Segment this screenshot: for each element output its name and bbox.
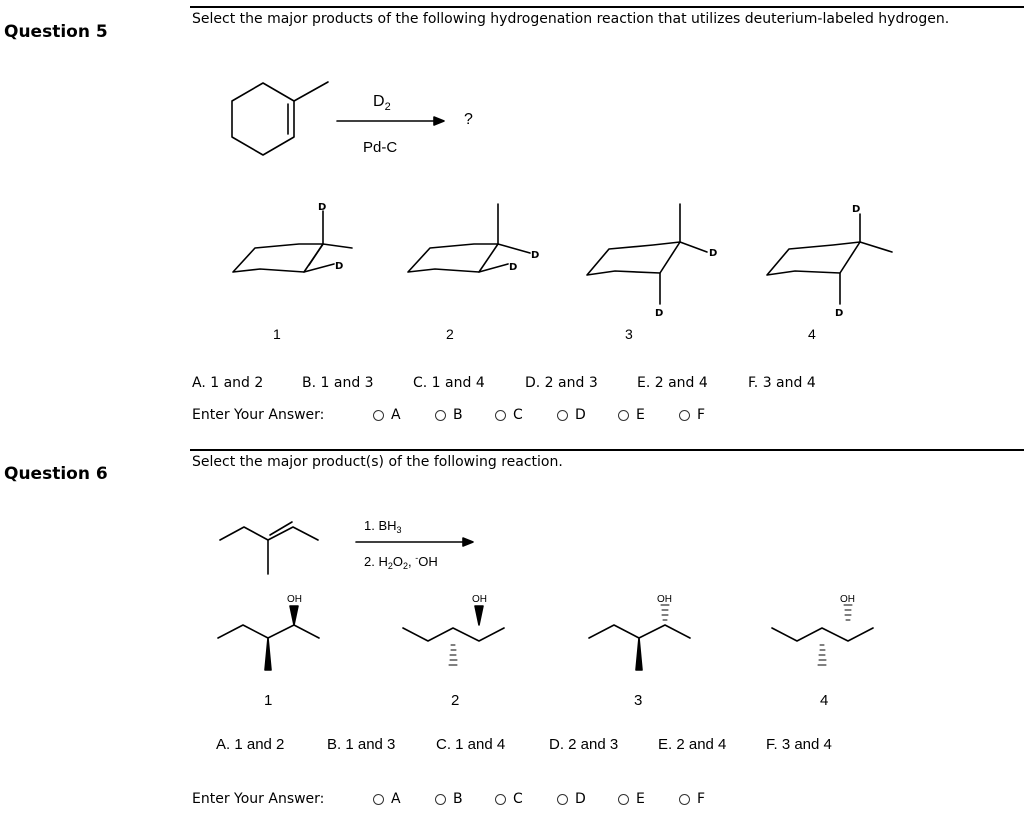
q6-product-number-1: 1 — [264, 692, 273, 709]
q5-radio-a[interactable] — [373, 407, 401, 423]
q6-product-number-2: 2 — [451, 692, 460, 709]
q6-radio-a-circle — [373, 794, 384, 805]
q5-option-e: E. 2 and 4 — [637, 375, 708, 391]
q5-unknown-product: ? — [464, 111, 473, 128]
q5-radio-a-label: A — [391, 407, 401, 423]
q6-radio-b-circle — [435, 794, 446, 805]
q5-product-4 — [767, 214, 892, 304]
q5-option-c: C. 1 and 4 — [413, 375, 485, 391]
q6-radio-d[interactable] — [557, 791, 586, 807]
question-6-prompt: Select the major product(s) of the following reaction. — [192, 454, 563, 470]
q6-radio-d-circle — [557, 794, 568, 805]
q5-radio-f-label: F — [697, 407, 706, 423]
q6-radio-b-label: B — [453, 791, 463, 807]
q5-option-f: F. 3 and 4 — [748, 375, 816, 391]
q5-product-number-4: 4 — [808, 326, 816, 342]
q5-p3-deuterium-right: D — [709, 248, 718, 259]
q6-radio-f[interactable] — [679, 791, 705, 807]
q6-radio-c[interactable] — [495, 791, 523, 807]
q6-radio-e[interactable] — [618, 791, 645, 807]
q5-radio-e-label: E — [636, 407, 645, 423]
q6-radio-a-label: A — [391, 791, 401, 807]
q6-radio-d-label: D — [575, 791, 586, 807]
q6-answer-label: Enter Your Answer: — [192, 791, 325, 807]
q5-option-b: B. 1 and 3 — [302, 375, 374, 391]
q5-radio-c-circle — [495, 410, 506, 421]
q6-product-4 — [772, 605, 873, 665]
q6-option-f: F. 3 and 4 — [766, 736, 832, 753]
q5-radio-e[interactable] — [618, 407, 645, 423]
q5-radio-b-label: B — [453, 407, 463, 423]
q5-reaction-arrow — [337, 117, 444, 125]
q6-p3-oh: OH — [657, 594, 672, 605]
q5-product-3 — [587, 204, 707, 304]
q5-p1-deuterium-top: D — [318, 202, 327, 213]
q6-radio-a[interactable] — [373, 791, 401, 807]
q6-option-e: E. 2 and 4 — [658, 736, 727, 753]
q6-radio-f-circle — [679, 794, 690, 805]
q6-radio-e-circle — [618, 794, 629, 805]
q6-p1-oh: OH — [287, 594, 302, 605]
q6-product-3 — [589, 605, 690, 670]
q5-p2-deuterium-right: D — [531, 250, 540, 261]
q5-product-number-3: 3 — [625, 326, 633, 342]
q5-radio-d[interactable] — [557, 407, 586, 423]
q6-reagent-step-2: 2. $H_2O_2$, -OH — [364, 553, 438, 571]
q5-p2-deuterium-bottom: D — [509, 262, 518, 273]
q5-p1-deuterium-bottom: D — [335, 261, 344, 272]
q6-option-d: D. 2 and 3 — [549, 736, 619, 753]
question-5-label: Question 5 — [4, 22, 108, 42]
q6-option-a: A. 1 and 2 — [216, 736, 285, 753]
q6-p2-oh: OH — [472, 594, 487, 605]
q5-product-number-1: 1 — [273, 326, 281, 342]
q6-product-2 — [403, 606, 504, 665]
q5-radio-c-label: C — [513, 407, 523, 423]
q5-option-a: A. 1 and 2 — [192, 375, 264, 391]
q6-product-number-3: 3 — [634, 692, 643, 709]
q5-radio-f[interactable] — [679, 407, 705, 423]
q5-reagent-catalyst: Pd-C — [363, 139, 398, 156]
q5-radio-b-circle — [435, 410, 446, 421]
question-6-divider — [190, 449, 1024, 451]
q5-answer-label: Enter Your Answer: — [192, 407, 325, 423]
q5-radio-c[interactable] — [495, 407, 523, 423]
q6-reaction-arrow — [356, 538, 473, 546]
q5-radio-d-circle — [557, 410, 568, 421]
q5-radio-f-circle — [679, 410, 690, 421]
q6-radio-c-circle — [495, 794, 506, 805]
q5-p4-deuterium-top: D — [852, 204, 861, 215]
question-5-prompt: Select the major products of the following hydrogenation reaction that utilizes deuterium-labeled hydrogen. — [192, 11, 950, 27]
q5-product-number-2: 2 — [446, 326, 454, 342]
q6-radio-e-label: E — [636, 791, 645, 807]
q6-product-1 — [218, 606, 319, 670]
q6-option-c: C. 1 and 4 — [436, 736, 506, 753]
q5-p3-deuterium-bottom: D — [655, 308, 664, 319]
q5-option-d: D. 2 and 3 — [525, 375, 598, 391]
q5-radio-b[interactable] — [435, 407, 463, 423]
q5-radio-e-circle — [618, 410, 629, 421]
q5-radio-d-label: D — [575, 407, 586, 423]
q6-product-number-4: 4 — [820, 692, 829, 709]
q6-radio-c-label: C — [513, 791, 523, 807]
q5-reagent-d2: $D_2$ — [373, 93, 391, 113]
q6-reactant-methylbutene — [220, 522, 318, 574]
q6-radio-f-label: F — [697, 791, 706, 807]
q6-radio-b[interactable] — [435, 791, 463, 807]
question-6-label: Question 6 — [4, 464, 108, 484]
q5-reactant-methylcyclohexene — [232, 82, 328, 155]
q5-p4-deuterium-bottom: D — [835, 308, 844, 319]
q5-radio-a-circle — [373, 410, 384, 421]
q6-p4-oh: OH — [840, 594, 855, 605]
q6-reagent-step-1: 1. $BH_3$ — [364, 518, 402, 535]
q6-option-b: B. 1 and 3 — [327, 736, 396, 753]
